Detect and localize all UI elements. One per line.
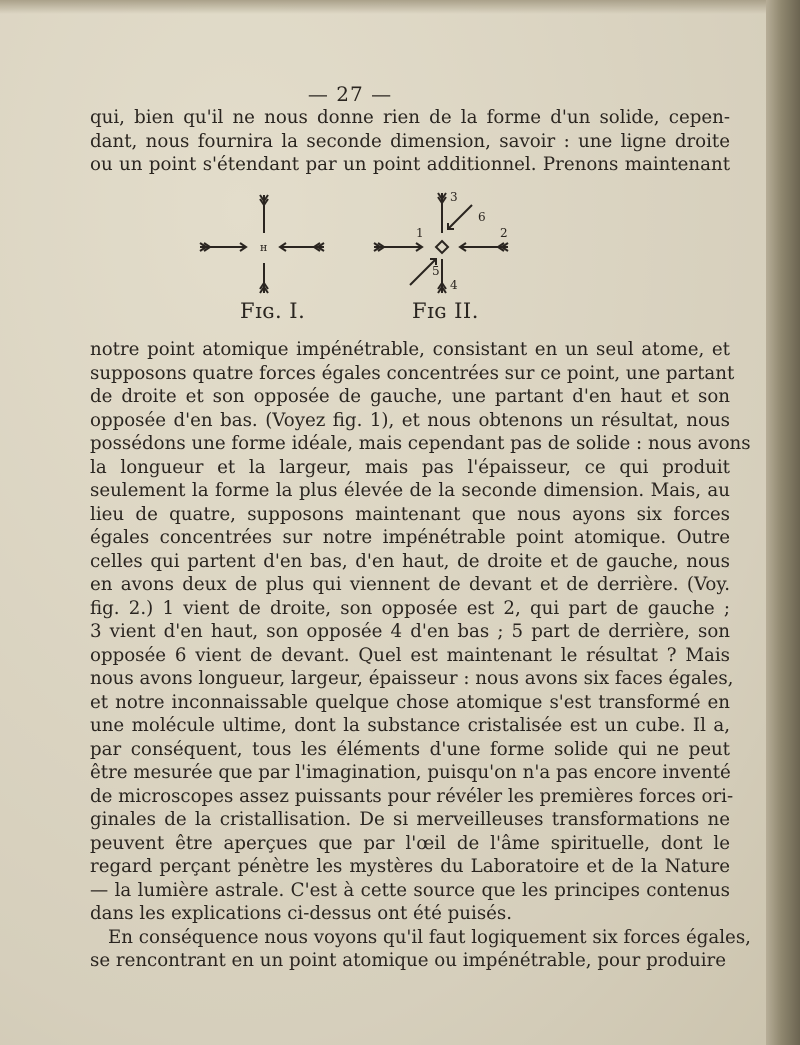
fig1-center-mark: н (260, 241, 268, 254)
text-line: peuvent être aperçues que par l'œil de l'âme spirituelle, dont le (90, 832, 730, 854)
paragraph-top (90, 106, 730, 177)
text-line: se rencontrant en un point atomique ou impénétrable, pour produire (90, 950, 727, 971)
figure-1-diagram (190, 185, 340, 305)
figure-1-label: Fɪɢ. I. (240, 299, 306, 323)
text-line: supposons quatre forces égales concentrées sur ce point, une partant (90, 362, 735, 384)
figure-2-label: Fɪɢ II. (412, 299, 479, 323)
text-line: et notre inconnaissable quelque chose atomique s'est transformé en (90, 691, 730, 713)
text-line: ou un point s'étendant par un point additionnel. Prenons maintenant (90, 154, 730, 175)
text-line: notre point atomique impénétrable, consistant en un seul atome, et (90, 339, 730, 360)
figure-2-diagram (360, 185, 520, 305)
text-line: égales concentrées sur notre impénétrable point atomique. Outre (90, 527, 730, 548)
text-line: de microscopes assez puissants pour révéler les premières forces ori- (90, 785, 734, 807)
text-line: en avons deux de plus qui viennent de devant et de derrière. (Voy. (90, 574, 730, 595)
text-line: qui, bien qu'il ne nous donne rien de la forme d'un solide, cepen- (90, 107, 730, 128)
fig2-number-4: 4 (450, 278, 458, 292)
text-line: ginales de la cristallisation. De si merveilleuses transformations ne (90, 809, 730, 830)
text-line: 3 vient d'en haut, son opposée 4 d'en bas ; 5 part de derrière, son (90, 621, 730, 642)
text-line: dans les explications ci-dessus ont été puisés. (90, 903, 513, 924)
page-top-shadow (0, 0, 800, 14)
text-line: une molécule ultime, dont la substance cristalisée est un cube. Il a, (90, 715, 730, 736)
text-line: En conséquence nous voyons qu'il faut logiquement six forces égales, (108, 926, 751, 948)
text-line: fig. 2.) 1 vient de droite, son opposée est 2, qui part de gauche ; (90, 597, 730, 619)
text-line: par conséquent, tous les éléments d'une forme solide qui ne peut (90, 738, 730, 760)
text-line: opposée d'en bas. (Voyez fig. 1), et nous obtenons un résultat, nous (90, 409, 730, 431)
text-line: possédons une forme idéale, mais cependant pas de solide : nous avons (90, 433, 751, 454)
text-line: dant, nous fournira la seconde dimension, savoir : une ligne droite (90, 130, 730, 152)
text-line: être mesurée que par l'imagination, puisqu'on n'a pas encore inventé (90, 762, 731, 783)
figures (190, 185, 530, 330)
text-line: nous avons longueur, largeur, épaisseur : nous avons six faces égales, (90, 668, 734, 689)
fig2-number-6: 6 (478, 210, 486, 224)
fig2-number-3: 3 (450, 190, 458, 204)
text-line: opposée 6 vient de devant. Quel est maintenant le résultat ? Mais (90, 644, 730, 666)
text-line: — la lumière astrale. C'est à cette source que les principes contenus (90, 879, 730, 901)
fig2-number-5: 5 (432, 264, 440, 278)
text-line: lieu de quatre, supposons maintenant que nous ayons six forces (90, 503, 730, 525)
paragraph-main (90, 338, 751, 973)
text-line: regard perçant pénètre les mystères du Laboratoire et de la Nature (90, 856, 730, 877)
fig2-number-1: 1 (416, 226, 424, 240)
page-binding-edge (766, 0, 800, 1045)
text-line: celles qui partent d'en bas, d'en haut, de droite et de gauche, nous (90, 550, 730, 572)
text-line: la longueur et la largeur, mais pas l'épaisseur, ce qui produit (90, 456, 730, 478)
text-line: de droite et son opposée de gauche, une partant d'en haut et son (90, 386, 730, 407)
fig2-number-2: 2 (500, 226, 508, 240)
page-number: — 27 — (307, 82, 393, 106)
text-line: seulement la forme la plus élevée de la seconde dimension. Mais, au (90, 480, 730, 501)
